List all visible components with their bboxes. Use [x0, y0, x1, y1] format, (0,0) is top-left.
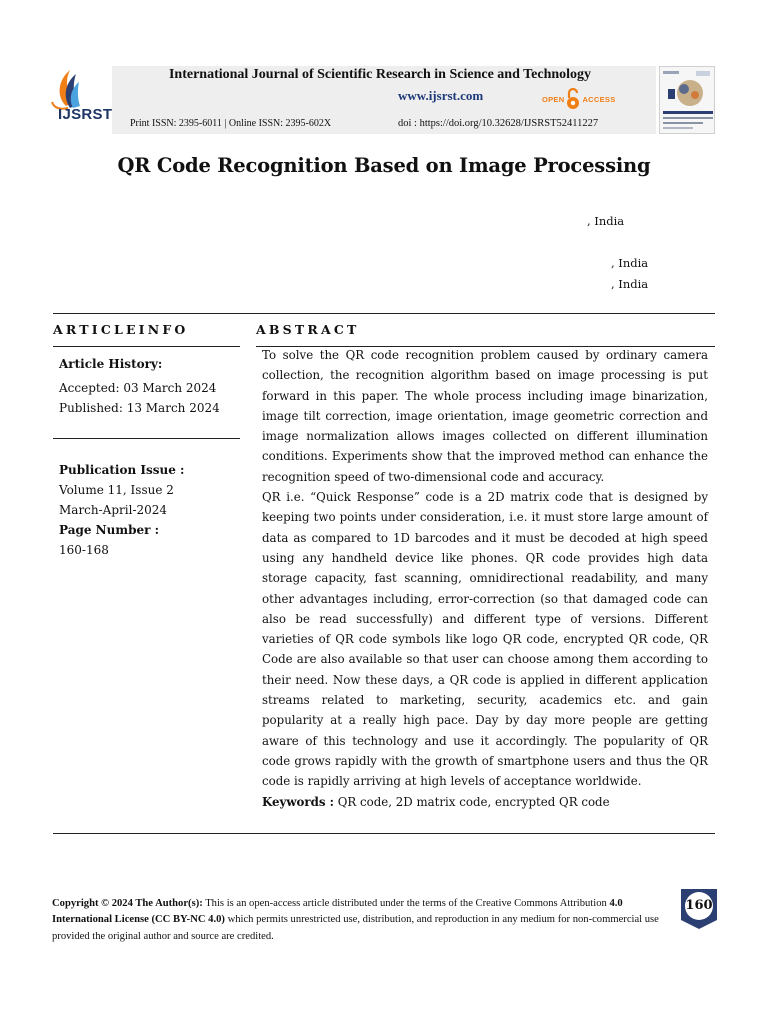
journal-name: International Journal of Scientific Research in Science and Technology — [168, 67, 592, 82]
bottom-divider — [53, 833, 715, 834]
abstract-heading: ABSTRACT — [256, 322, 360, 337]
article-history-label: Article History: — [59, 357, 163, 371]
open-access-badge — [542, 86, 616, 112]
logo-wordmark: IJSRST — [58, 106, 113, 123]
affiliation-2: , India — [611, 256, 649, 270]
paper-title: QR Code Recognition Based on Image Processing — [117, 154, 651, 177]
copyright-notice — [52, 896, 662, 945]
publication-issue-label: Publication Issue : — [59, 463, 185, 477]
publication-period: March-April-2024 — [59, 503, 168, 517]
abstract-paragraph-1: To solve the QR code recognition problem caused by ordinary camera collection, the recognition algorithm based on image processing is put forward in this paper. The whole process including image binarization, image tilt correction, image orientation, image geometric correction and image normalization allows images collected on different illumination conditions. Experiments show that the improved method can enhance the recognition speed of two-dimensional code and accuracy. — [262, 348, 708, 484]
article-history-block — [59, 354, 220, 418]
abstract-paragraph-2: QR i.e. “Quick Response” code is a 2D matrix code that is designed by keeping two points under consideration, i.e. it must store large amount of data as compared to 1D barcodes and it must be decoded at high speed using any handheld device like phones. QR code provides high data storage capacity, fast scanning, omnidirectional readability, and many other advantages including, error-correction (so that damaged code can also be read successfully) and different type of versions. Different varieties of QR code symbols like logo QR code, encrypted QR code, QR Code are also available so that user can choose among them according to their need. Now these days, a QR code is applied in different application streams related to marketing, security, academics etc. and gain popularity at a really high pace. Day by day more people are getting aware of this technology and use it accordingly. The popularity of QR code grows rapidly with the growth of smartphone users and thus the QR code is rapidly arriving at high levels of acceptance worldwide. — [262, 490, 708, 789]
issn-line: Print ISSN: 2395-6011 | Online ISSN: 2395-602X — [130, 118, 332, 129]
publication-issue-block — [59, 460, 184, 560]
article-info-divider-top — [53, 346, 240, 347]
abstract-body — [262, 345, 708, 812]
article-info-heading: ARTICLEINFO — [53, 322, 189, 337]
doi-link[interactable]: doi : https://doi.org/10.32628/IJSRST52411227 — [398, 118, 599, 129]
published-date: Published: 13 March 2024 — [59, 401, 220, 415]
top-divider — [53, 313, 715, 314]
journal-cover-image — [660, 67, 715, 134]
keywords-line — [262, 792, 708, 812]
keywords-list: QR code, 2D matrix code, encrypted QR code — [333, 794, 610, 809]
license-text-1: This is an open-access article distributed under the terms of the Creative Commons Attribution — [202, 898, 610, 909]
volume-issue: Volume 11, Issue 2 — [59, 483, 174, 497]
article-info-divider-mid — [53, 438, 240, 439]
copyright-label: Copyright © 2024 The Author(s): — [52, 898, 203, 909]
journal-cover-thumbnail — [659, 66, 715, 134]
license-name: 4.0 International License (CC BY-NC 4.0) — [52, 898, 623, 926]
page-range: 160-168 — [59, 543, 109, 557]
license-text-2: which permits unrestricted use, distribution, and reproduction in any medium for non-commercial use provided the original author and source are credited. — [52, 914, 659, 942]
page-number-label: Page Number : — [59, 523, 160, 537]
keywords-label: Keywords : — [262, 794, 334, 809]
affiliation-1: , India — [587, 214, 625, 228]
affiliation-3: , India — [611, 277, 649, 291]
journal-header — [112, 66, 656, 134]
open-access-open-label: OPEN — [542, 94, 565, 104]
open-lock-icon — [566, 87, 580, 111]
open-access-access-label: ACCESS — [582, 94, 616, 104]
journal-url-link[interactable]: www.ijsrst.com — [398, 88, 484, 103]
page-number: 160 — [685, 898, 713, 913]
accepted-date: Accepted: 03 March 2024 — [59, 381, 217, 395]
